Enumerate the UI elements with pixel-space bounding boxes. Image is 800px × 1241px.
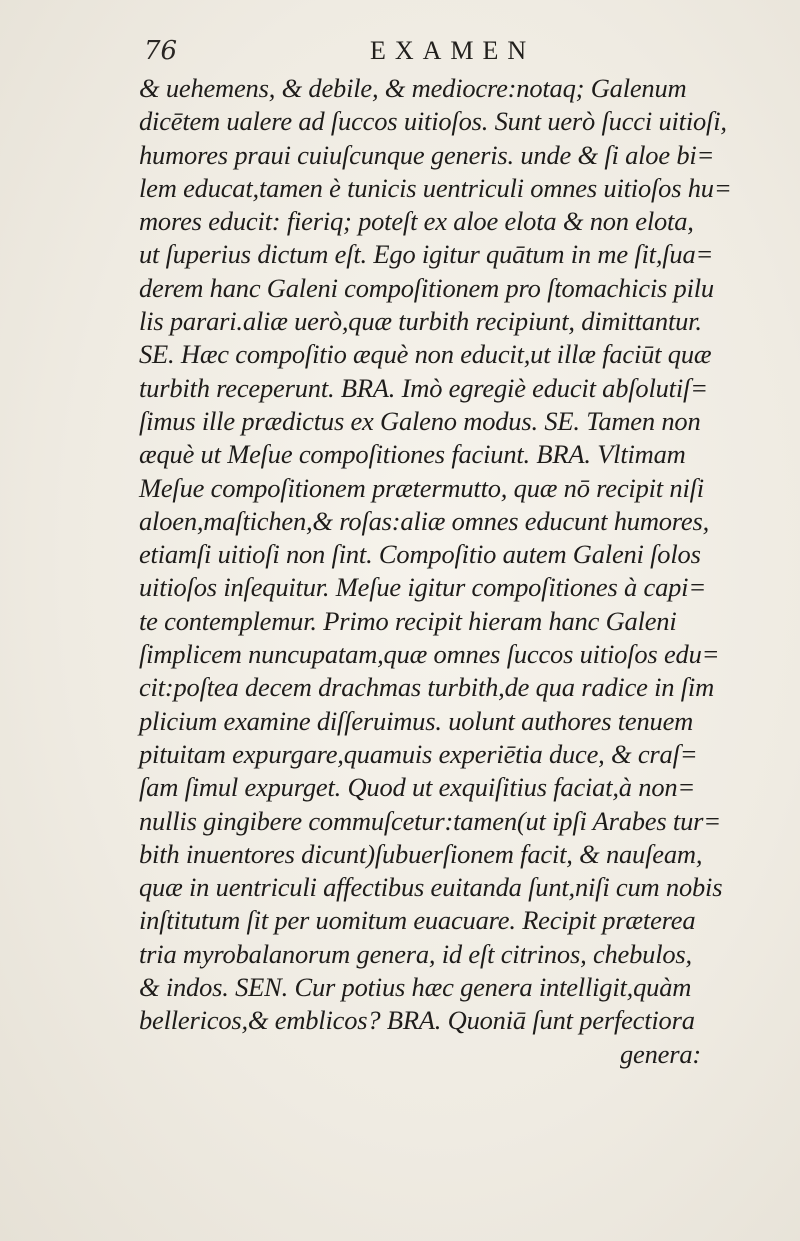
text-line: uitioſos inſequitur. Meſue igitur compoſitiones à capi= xyxy=(139,572,707,603)
text-line: lis parari.aliæ uerò,quæ turbith recipiunt, dimittantur. xyxy=(139,306,702,337)
text-line: derem hanc Galeni compoſitionem pro ſtomachicis pilu xyxy=(139,272,714,303)
catchword: genera: xyxy=(619,1038,701,1069)
text-line: ſimus ille prædictus ex Galeno modus. SE. Tamen non xyxy=(139,405,701,436)
text-line: plicium examine diſſeruimus. uolunt authores tenuem xyxy=(139,705,694,736)
text-line: Meſue compoſitionem prætermutto, quæ nō recipit niſi xyxy=(139,472,704,503)
text-line: pituitam expurgare,quamuis experiētia duce, & craſ= xyxy=(139,738,698,769)
body-text xyxy=(139,72,779,1071)
text-line: ſam ſimul expurget. Quod ut exquiſitius faciat,à non= xyxy=(139,772,696,803)
page-number: 76 xyxy=(144,36,178,66)
text-line: ſimplicem nuncupatam,quæ omnes ſuccos uitioſos edu= xyxy=(139,639,720,670)
text-line: mores educit: fieriq; poteſt ex aloe elota & non elota, xyxy=(139,206,694,237)
text-line: ut ſuperius dictum eſt. Ego igitur quātum in me ſit,ſua= xyxy=(139,239,714,270)
text-line: nullis gingibere commuſcetur:tamen(ut ipſi Arabes tur= xyxy=(139,805,721,836)
text-line: humores praui cuiuſcunque generis. unde & ſi aloe bi= xyxy=(139,139,715,170)
text-line: SE. Hæc compoſitio æquè non educit,ut illæ faciūt quæ xyxy=(139,339,712,370)
text-line: bellericos,& emblicos? BRA. Quoniā ſunt perfectiora xyxy=(139,1005,695,1036)
text-line: æquè ut Meſue compoſitiones faciunt. BRA. Vltimam xyxy=(139,439,686,470)
text-line: & indos. SEN. Cur potius hæc genera intelligit,quàm xyxy=(139,972,692,1003)
running-head: EXAMEN xyxy=(370,36,536,65)
text-line: turbith receperunt. BRA. Imò egregiè educit abſolutiſ= xyxy=(139,372,708,403)
text-line: cit:poſtea decem drachmas turbith,de qua radice in ſim xyxy=(139,672,715,703)
text-line: quæ in uentriculi affectibus euitanda ſunt,niſi cum nobis xyxy=(139,872,723,903)
text-line: te contemplemur. Primo recipit hieram hanc Galeni xyxy=(139,605,677,636)
text-line: inſtitutum ſit per uomitum euacuare. Recipit præterea xyxy=(139,905,696,936)
text-line: lem educat,tamen è tunicis uentriculi omnes uitioſos hu= xyxy=(139,172,732,203)
text-line: tria myrobalanorum genera, id eſt citrinos, chebulos, xyxy=(139,938,692,969)
text-line: dicētem ualere ad ſuccos uitioſos. Sunt uerò ſucci uitioſi, xyxy=(139,106,727,137)
text-line: etiamſi uitioſi non ſint. Compoſitio autem Galeni ſolos xyxy=(139,539,701,570)
text-line: aloen,maſtichen,& roſas:aliæ omnes educunt humores, xyxy=(139,505,710,536)
text-line: bith inuentores dicunt)ſubuerſionem facit, & nauſeam, xyxy=(139,838,703,869)
text-line: & uehemens, & debile, & mediocre:notaq; Galenum xyxy=(139,73,687,103)
page-header xyxy=(0,30,800,70)
